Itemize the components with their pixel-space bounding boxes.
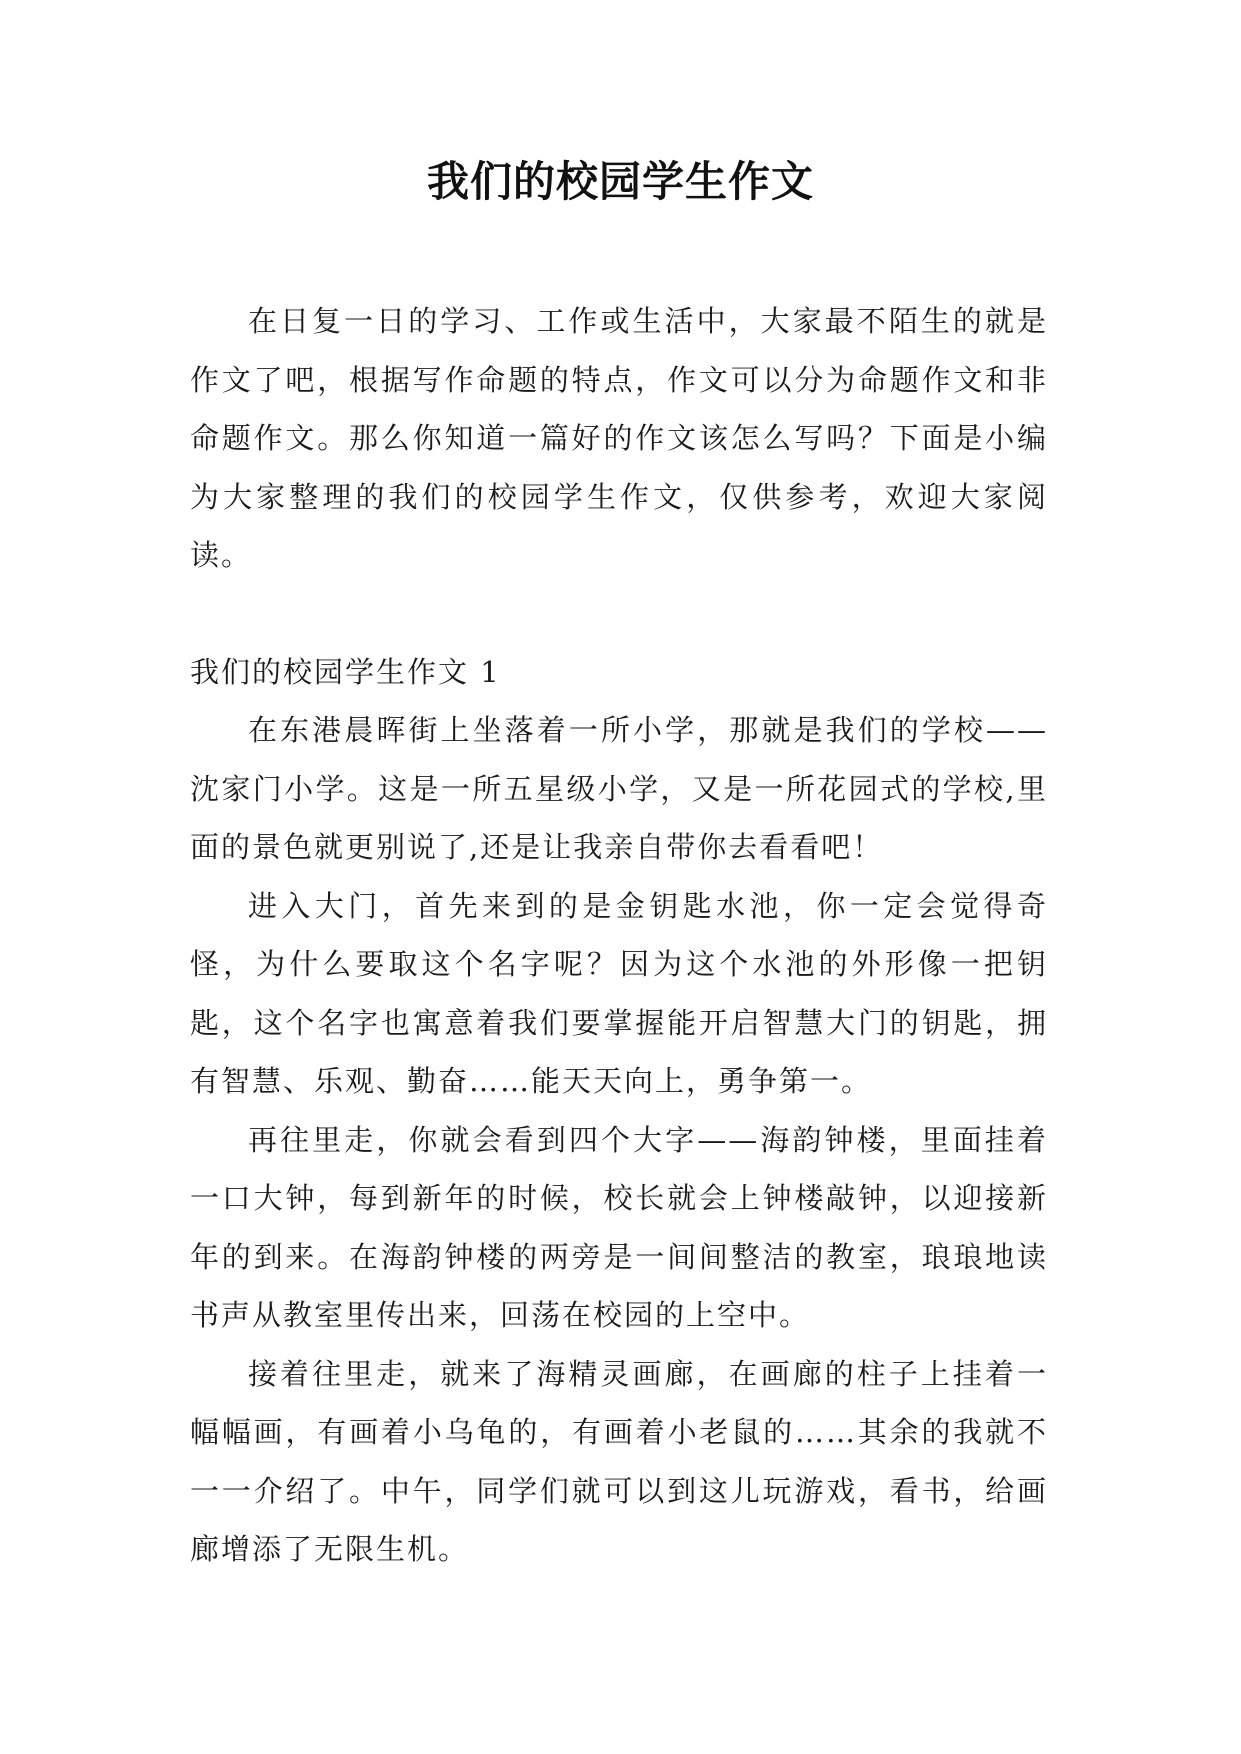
- body-paragraph-1: 在东港晨晖街上坐落着一所小学，那就是我们的学校——沈家门小学。这是一所五星级小学，又是一所花园式的学校,里面的景色就更别说了,还是让我亲自带你去看看吧！: [190, 713, 1048, 864]
- body-paragraph-4: 接着往里走，就来了海精灵画廊，在画廊的柱子上挂着一幅幅画，有画着小乌龟的，有画着小老鼠的……其余的我就不一一介绍了。中午，同学们就可以到这儿玩游戏，看书，给画廊增添了无限生机。: [190, 1356, 1048, 1566]
- body-paragraph-3: 再往里走，你就会看到四个大字——海韵钟楼，里面挂着一口大钟，每到新年的时候，校长就会上钟楼敲钟，以迎接新年的到来。在海韵钟楼的两旁是一间间整洁的教室，琅琅地读书声从教室里传出来，回荡在校园的上空中。: [190, 1122, 1048, 1332]
- document-title: 我们的校园学生作文: [426, 157, 814, 206]
- section-heading: 我们的校园学生作文 1: [190, 654, 501, 689]
- document-body: [190, 292, 1048, 1579]
- intro-paragraph: 在日复一日的学习、工作或生活中，大家最不陌生的就是作文了吧，根据写作命题的特点，作文可以分为命题作文和非命题作文。那么你知道一篇好的作文该怎么写吗？下面是小编为大家整理的我们的校园学生作文，仅供参考，欢迎大家阅读。: [190, 304, 1048, 572]
- body-paragraph-2: 进入大门，首先来到的是金钥匙水池，你一定会觉得奇怪，为什么要取这个名字呢？因为这个水池的外形像一把钥匙，这个名字也寓意着我们要掌握能开启智慧大门的钥匙，拥有智慧、乐观、勤奋……能天天向上，勇争第一。: [190, 888, 1048, 1098]
